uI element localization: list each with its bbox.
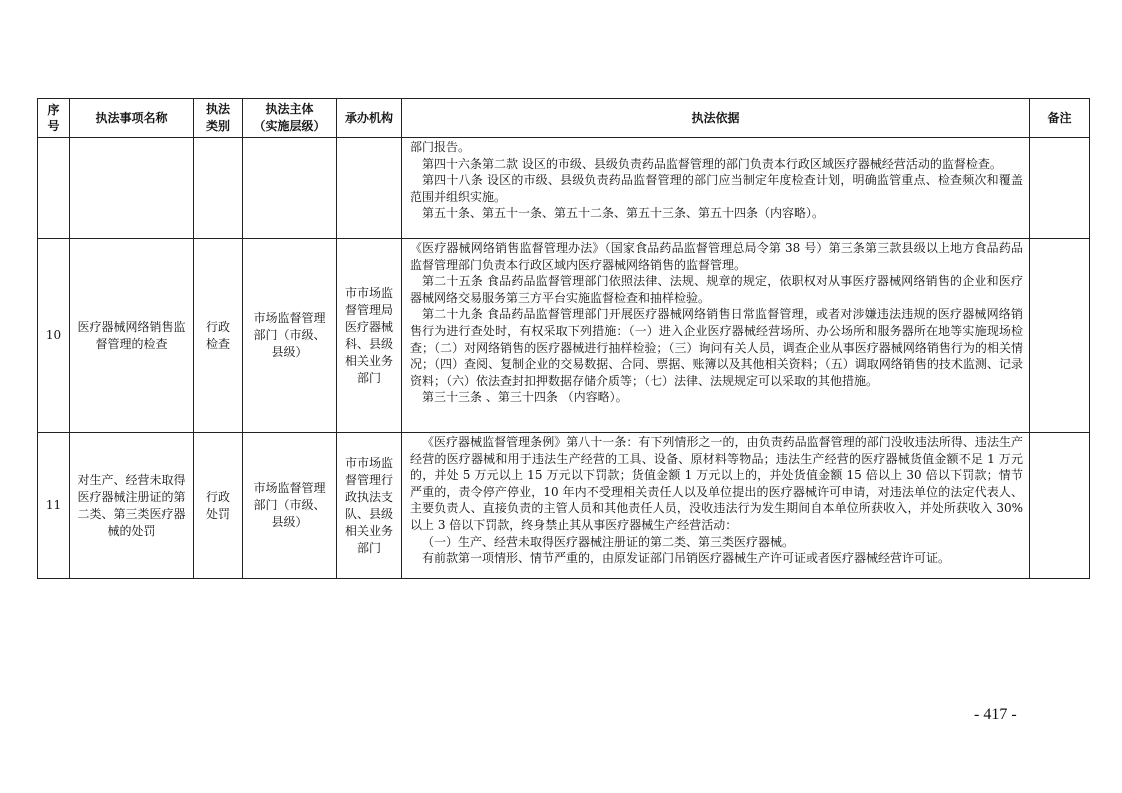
header-note: 备注 <box>1030 99 1090 138</box>
row-name: 医疗器械网络销售监督管理的检查 <box>70 239 194 433</box>
header-type: 执法类别 <box>194 99 243 138</box>
row-name <box>70 138 194 239</box>
basis-paragraph: 第三十三条 、第三十四条 （内容略）。 <box>422 390 628 405</box>
row-basis <box>402 239 1030 433</box>
row-name: 对生产、经营未取得医疗器械注册证的第二类、第三类医疗器械的处罚 <box>70 433 194 579</box>
row-type <box>194 138 243 239</box>
row-no: 11 <box>38 433 70 579</box>
row-basis <box>402 433 1030 579</box>
table-row <box>38 433 1090 579</box>
basis-paragraph: 第二十九条 食品药品监督管理部门开展医疗器械网络销售日常监督管理，或者对涉嫌违法违规的医疗器械网络销售行为进行查处时，有权采取下列措施：（一）进入企业医疗器械经营场所、办公场所和服务器所在地等实施现场检查；（二）对网络销售的医疗器械进行抽样检验；（三）询问有关人员，调查企业从事医疗器械网络销售行为的相关情况；（四）查阅、复制企业的交易数据、合同、票据、账簿以及其他相关资料；（五）调取网络销售的技术监测、记录资料；（六）依法查封扣押数据存储介质等；（七）法律、法规规定可以采取的其他措施。 <box>410 307 1023 388</box>
row-subject <box>243 138 337 239</box>
basis-paragraph: 第二十五条 食品药品监督管理部门依照法律、法规、规章的规定，依职权对从事医疗器械网络销售的企业和医疗器械网络交易服务第三方平台实施监督检查和抽样检验。 <box>410 274 1023 305</box>
row-basis <box>402 138 1030 239</box>
header-subject-line1: 执法主体 <box>265 102 314 116</box>
row-org: 市市场监督管理行政执法支队、县级相关业务部门 <box>337 433 402 579</box>
header-no: 序号 <box>38 99 70 138</box>
header-name: 执法事项名称 <box>70 99 194 138</box>
row-subject: 市场监督管理部门（市级、县级） <box>243 239 337 433</box>
table-row <box>38 138 1090 239</box>
table-row <box>38 239 1090 433</box>
row-no <box>38 138 70 239</box>
basis-paragraph: 部门报告。 <box>410 140 471 154</box>
row-subject: 市场监督管理部门（市级、县级） <box>243 433 337 579</box>
row-note <box>1030 239 1090 433</box>
basis-paragraph: （一）生产、经营未取得医疗器械注册证的第二类、第三类医疗器械。 <box>422 534 795 549</box>
row-type: 行政检查 <box>194 239 243 433</box>
basis-paragraph: 有前款第一项情形、情节严重的，由原发证部门吊销医疗器械生产许可证或者医疗器械经营许可证。 <box>422 551 951 566</box>
row-org: 市市场监督管理局医疗器械科、县级相关业务部门 <box>337 239 402 433</box>
basis-paragraph: 《医疗器械监督管理条例》第八十一条：有下列情形之一的，由负责药品监督管理的部门没收违法所得、违法生产经营的医疗器械和用于违法生产经营的工具、设备、原材料等物品；违法生产经营的医疗器械货值金额不足 1 万元的，并处 5 万元以上 15 万元以下罚款；货值金额 1 万元以上的，并处货值金额 15 倍以上 30 倍以下罚款；情节严重的，责令停产停业，10 年内不受理相关责任人以及单位提出的医疗器械许可申请，对违法单位的法定代表人、主要负责人、直接负责的主管人员和其他责任人员，没收违法行为发生期间自本单位所获收入，并处所获收入 30%以上 3 倍以下罚款，终身禁止其从事医疗器械生产经营活动： <box>410 435 1023 532</box>
row-note <box>1030 138 1090 239</box>
header-org: 承办机构 <box>337 99 402 138</box>
row-no: 10 <box>38 239 70 433</box>
basis-paragraph: 《医疗器械网络销售监督管理办法》（国家食品药品监督管理总局令第 38 号）第三条第三款县级以上地方食品药品监督管理部门负责本行政区域内医疗器械网络销售的监督管理。 <box>410 241 1023 272</box>
row-note <box>1030 433 1090 579</box>
basis-paragraph: 第五十条、第五十一条、第五十二条、第五十三条、第五十四条（内容略）。 <box>422 206 825 221</box>
header-subject-line2: （实施层级） <box>253 119 326 133</box>
row-org <box>337 138 402 239</box>
page-number: - 417 - <box>974 706 1017 723</box>
enforcement-table <box>37 98 1090 579</box>
header-subject <box>243 99 337 138</box>
table-header-row <box>38 99 1090 138</box>
basis-paragraph: 第四十六条第二款 设区的市级、县级负责药品监督管理的部门负责本行政区域医疗器械经营活动的监督检查。 <box>422 156 1002 171</box>
row-type: 行政处罚 <box>194 433 243 579</box>
basis-paragraph: 第四十八条 设区的市级、县级负责药品监督管理的部门应当制定年度检查计划，明确监管重点、检查频次和覆盖范围并组织实施。 <box>410 173 1023 204</box>
header-basis: 执法依据 <box>402 99 1030 138</box>
